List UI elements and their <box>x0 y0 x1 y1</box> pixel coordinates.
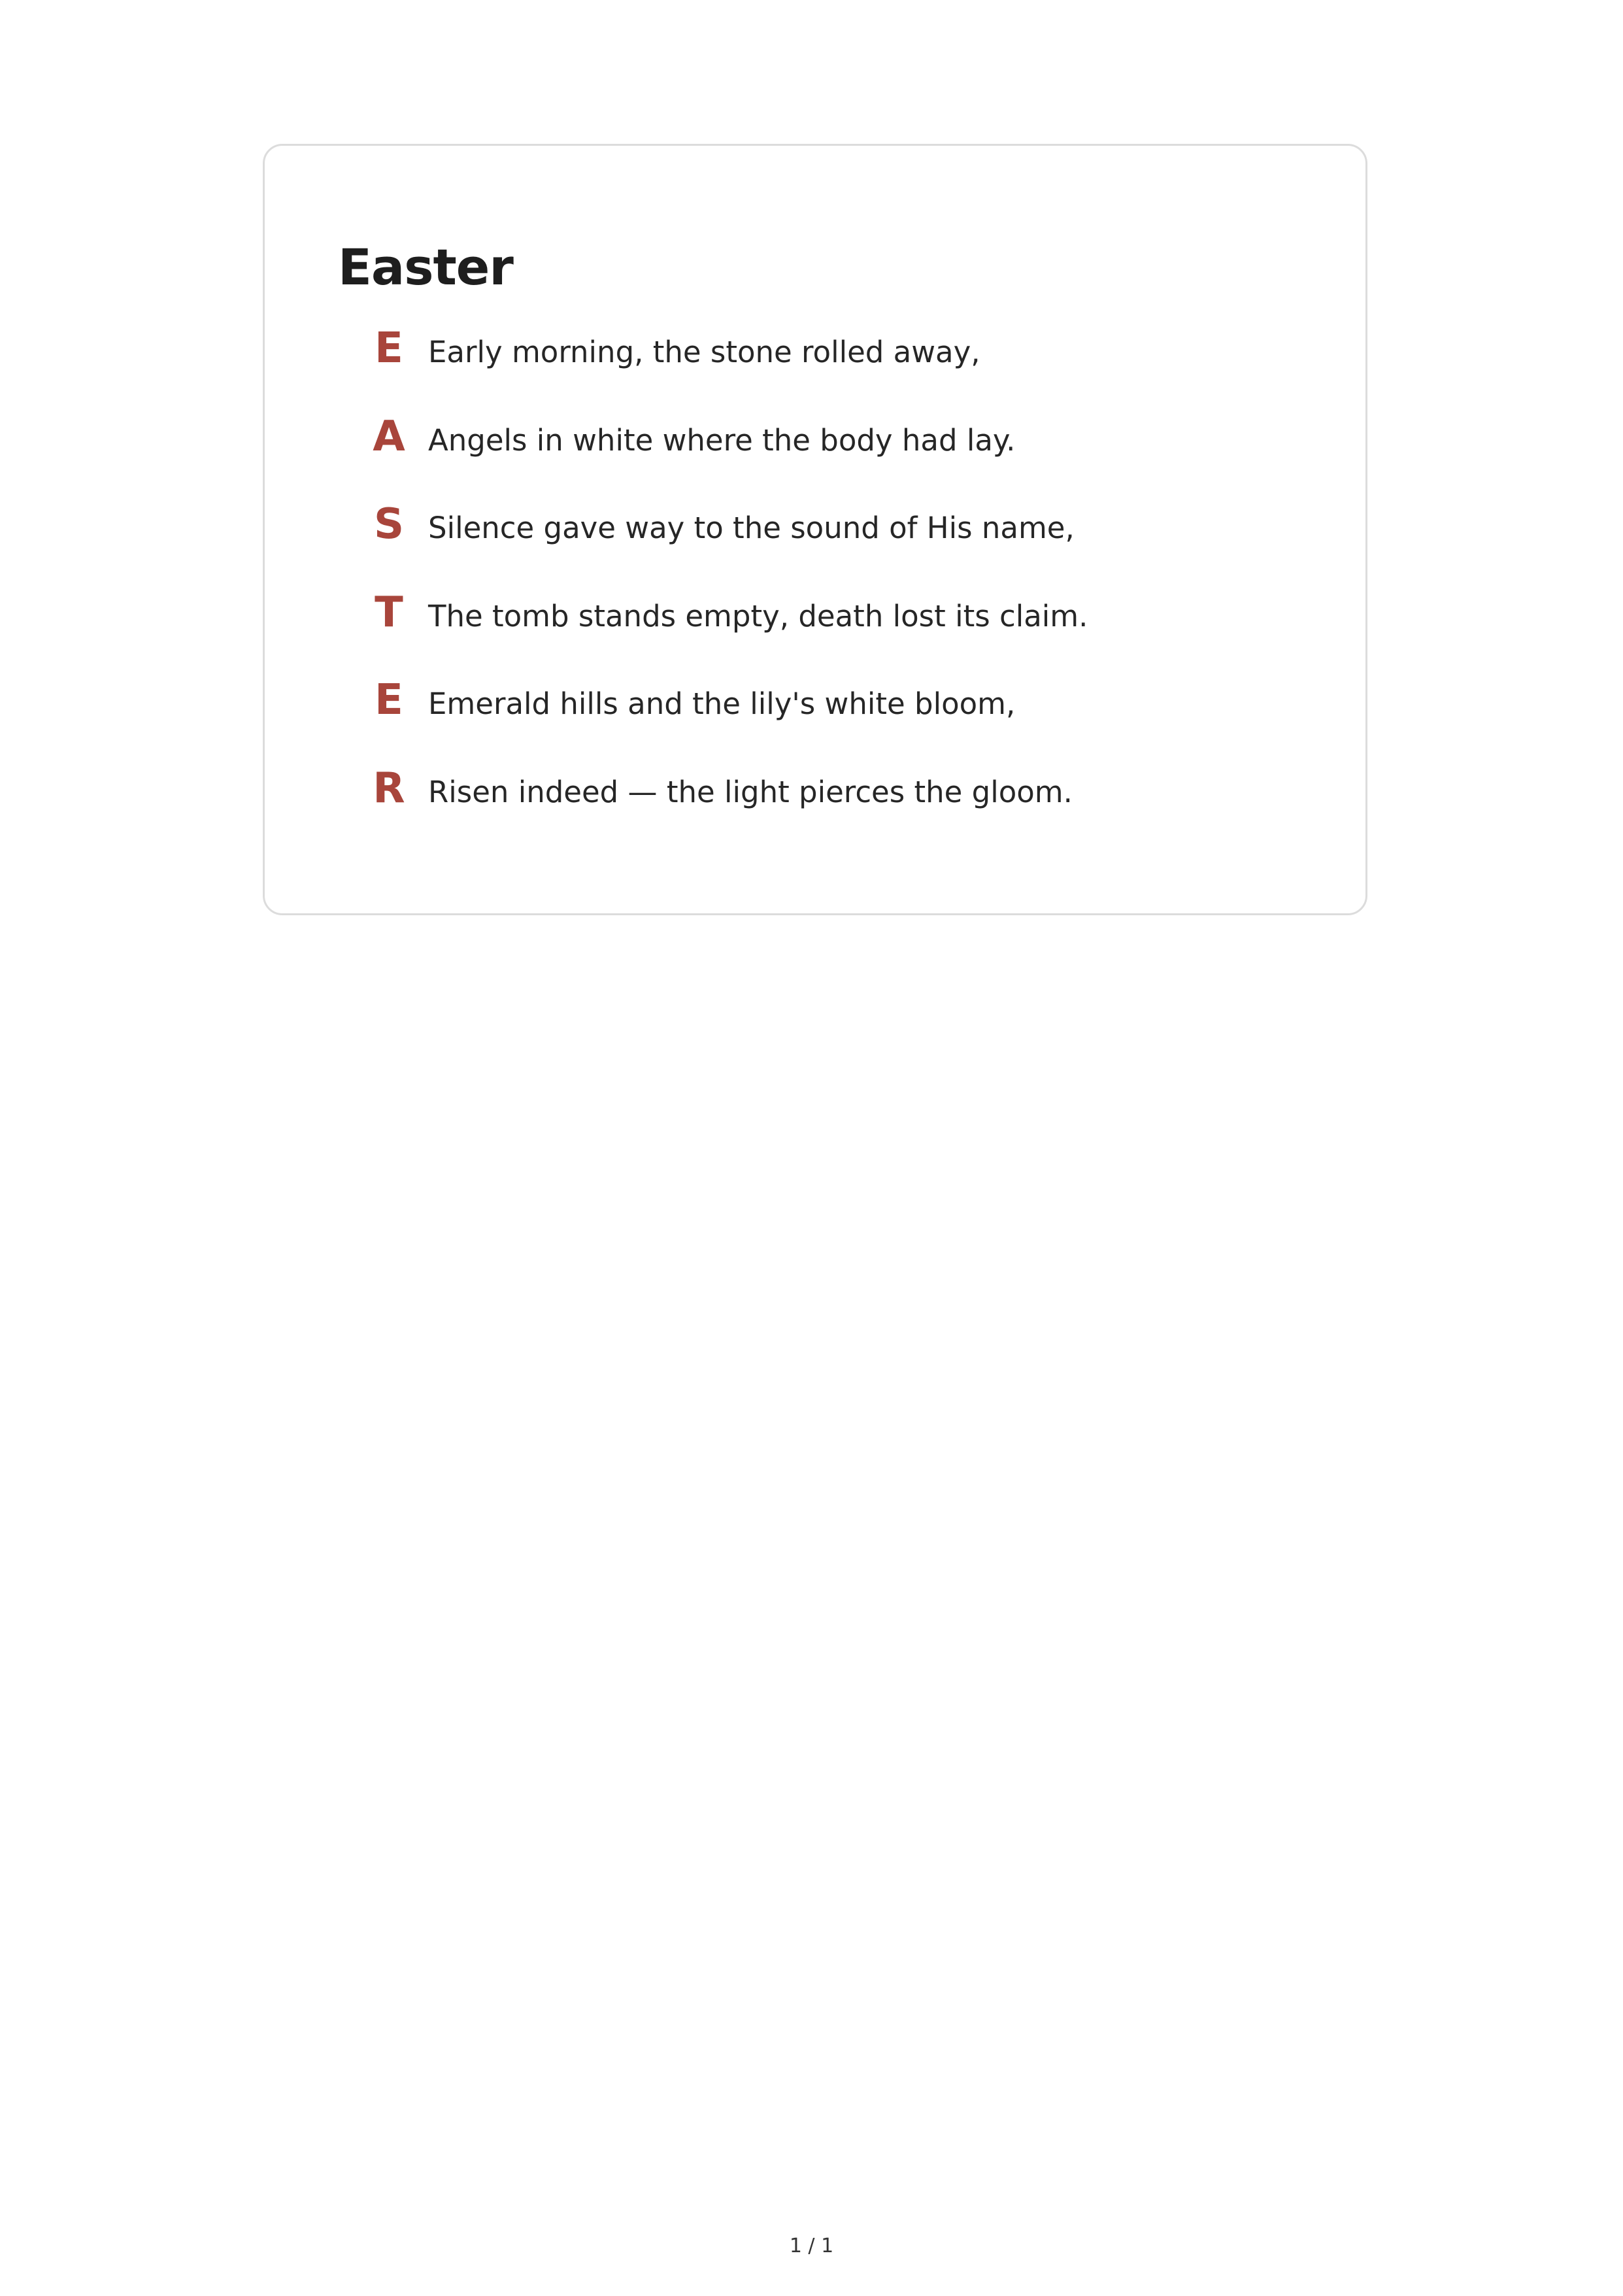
acrostic-initial: R <box>373 764 405 813</box>
poem-line-text: Angels in white where the body had lay. <box>428 422 1016 458</box>
poem-line <box>363 412 1088 504</box>
poem-title: Easter <box>338 238 513 296</box>
poem-line-text: Risen indeed — the light pierces the gloom. <box>428 774 1073 809</box>
acrostic-initial: E <box>375 324 403 373</box>
acrostic-initial: A <box>373 412 405 461</box>
poem-line-text: Emerald hills and the lily's white bloom, <box>428 686 1016 721</box>
poem-line <box>363 764 1088 856</box>
poem-line <box>363 324 1088 416</box>
page-number: 1 / 1 <box>789 2235 834 2257</box>
poem-line-text: Early morning, the stone rolled away, <box>428 335 980 369</box>
poem-line <box>363 676 1088 768</box>
acrostic-poem <box>363 324 1088 855</box>
poem-card <box>263 144 1367 915</box>
poem-line <box>363 588 1088 680</box>
poem-line-text: Silence gave way to the sound of His name, <box>428 511 1075 545</box>
poem-line-text: The tomb stands empty, death lost its claim. <box>428 598 1088 633</box>
acrostic-initial: E <box>375 676 403 724</box>
poem-line <box>363 500 1088 592</box>
acrostic-initial: T <box>375 588 403 637</box>
acrostic-initial: S <box>373 500 405 549</box>
